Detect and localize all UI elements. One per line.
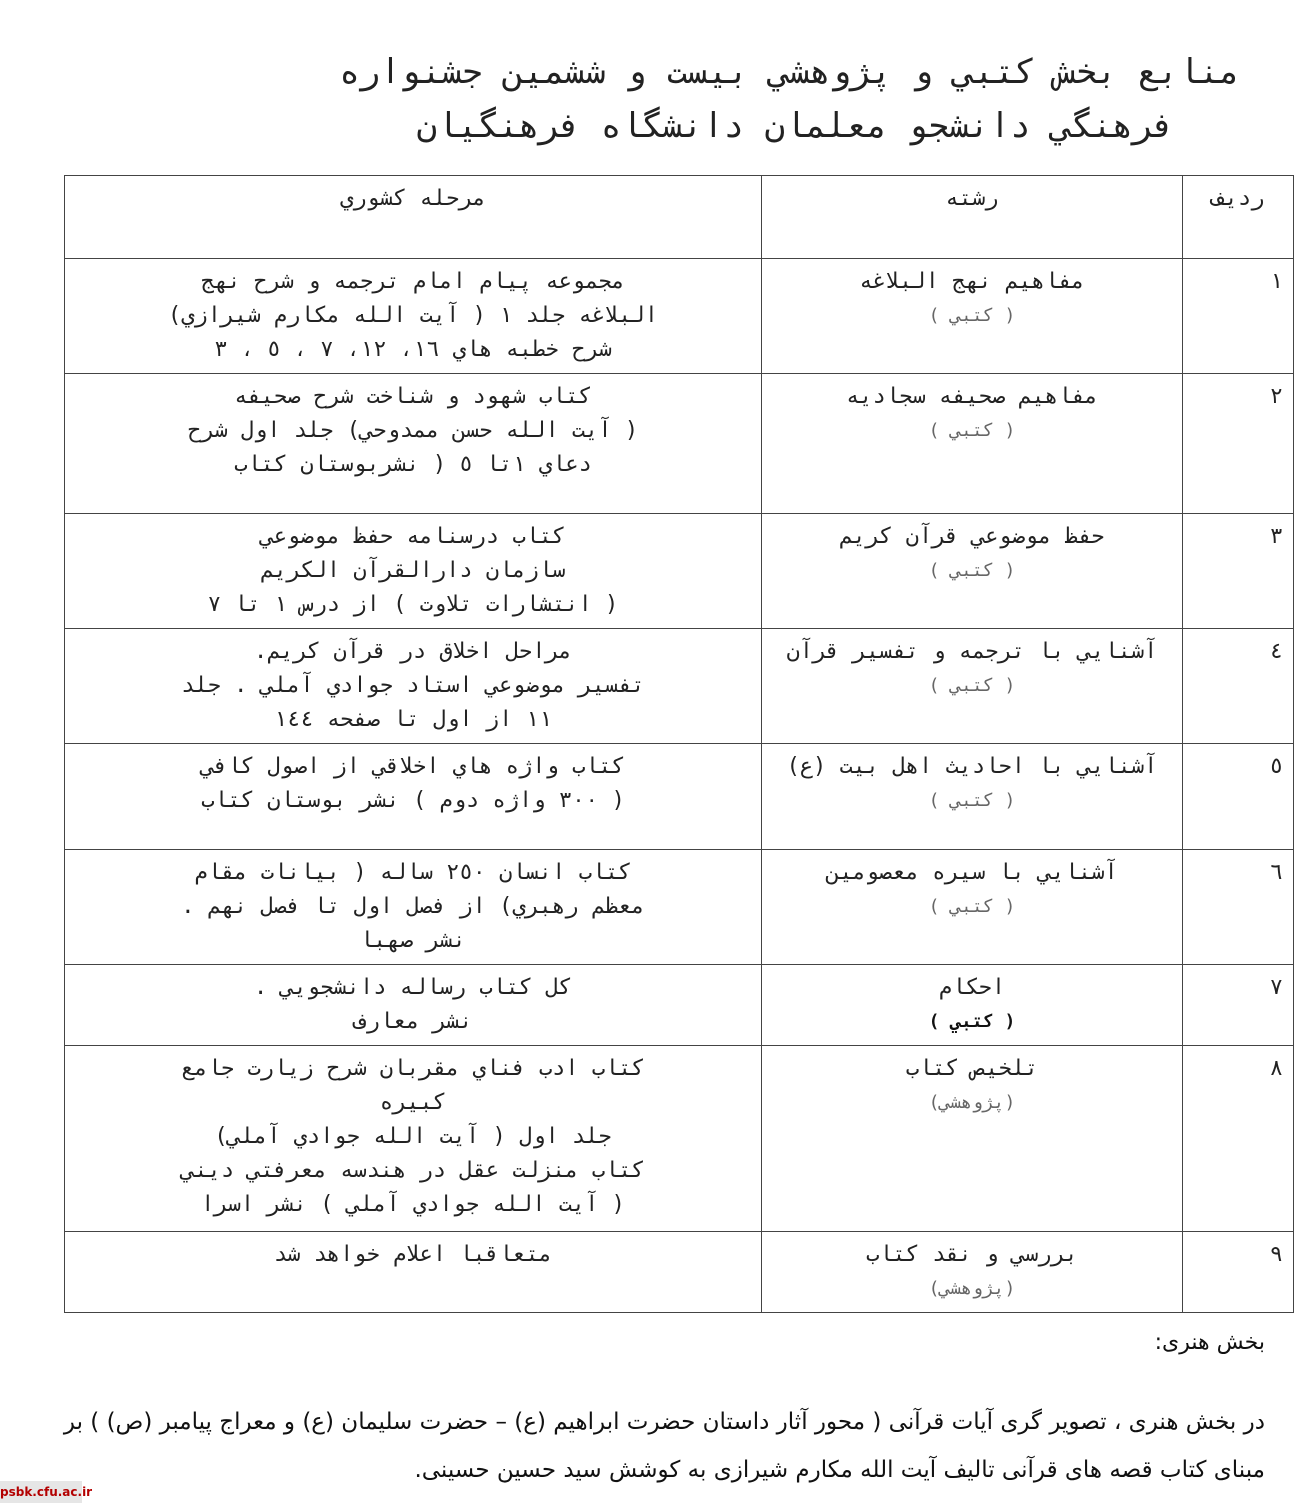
field-name: بررسي و نقد كتاب [866,1242,1078,1267]
source-line: ( آيت الله حسن ممدوحي) جلد اول شرح [187,418,639,443]
row-index: ٤ [1183,629,1294,744]
field-name: آشنايي با ترجمه و تفسير قرآن [786,639,1158,664]
source-line: شرح خطبه هاي ١٦، ١٢، ٧ ، ٥ ، ٣ [214,337,612,362]
source-line: مراحل اخلاق در قرآن كريم. [254,639,572,664]
source-line: ( انتشارات تلاوت ) از درس ١ تا ٧ [207,592,619,617]
field-name: احكام [938,975,1006,1000]
row-field [762,744,1183,850]
row-index: ٦ [1183,850,1294,965]
field-type: ( كتبي ) [928,675,1016,696]
row-field [762,965,1183,1046]
table-row [65,629,1294,744]
table-row [65,965,1294,1046]
row-source [65,1232,762,1313]
row-index: ١ [1183,259,1294,374]
row-source [65,965,762,1046]
row-field [762,514,1183,629]
row-field [762,1046,1183,1232]
table-row [65,374,1294,514]
source-line: معظم رهبري) از فصل اول تا فصل نهم . [181,894,645,919]
source-line: كتاب ادب فناي مقربان شرح زيارت جامع [181,1056,645,1081]
field-type: ( كتبي ) [928,560,1016,581]
source-line: سازمان دارالقرآن الكريم [260,558,566,583]
sources-table [64,175,1294,1313]
field-name: آشنايي با احاديث اهل بيت (ع) [786,754,1158,779]
field-type: ( كتبي ) [928,896,1016,917]
source-line: كبيره [379,1090,447,1115]
row-field [762,374,1183,514]
table-row [65,1232,1294,1313]
row-field [762,1232,1183,1313]
row-source [65,744,762,850]
field-type: ( كتبي ) [928,1011,1016,1032]
row-source [65,259,762,374]
row-field [762,850,1183,965]
row-index: ٥ [1183,744,1294,850]
source-line: نشر صهبا [360,928,466,953]
row-index: ٩ [1183,1232,1294,1313]
row-field [762,629,1183,744]
field-type: ( كتبي ) [928,420,1016,441]
field-name: مفاهيم نهج البلاغه [859,269,1085,294]
field-type: (پژوهشي) [928,1092,1016,1113]
field-type: ( كتبي ) [928,790,1016,811]
source-line: ( آيت الله جوادي آملي ) نشر اسرا [201,1192,625,1217]
site-badge: psbk.cfu.ac.ir [0,1481,82,1503]
source-line: جلد اول ( آيت الله جوادي آملي) [214,1124,612,1149]
row-source [65,629,762,744]
artistic-section-body: در بخش هنری ، تصویر گری آیات قرآنی ( محور آثار داستان حضرت ابراهیم (ع) – حضرت سلیمان (ع) و معراج پیامبر (ص) ) بر مبنای کتاب قصه های قرآنی تالیف آیت الله مکارم شیرازی به کوشش سید حسین حسینی. [63,1409,1265,1483]
source-line: كل كتاب رساله دانشجويي . [254,975,572,1000]
field-name: آشنايي با سيره معصومين [826,860,1118,885]
field-name: مفاهيم صحيفه سجاديه [846,384,1098,409]
table-row [65,259,1294,374]
document-title-line2: فرهنگي دانشجو معلمان دانشگاه فرهنگيان [416,106,1174,146]
source-line: نشر معارف [353,1009,473,1034]
table-row [65,850,1294,965]
header-index: رديف [1183,176,1294,259]
source-line: كتاب واژه هاي اخلاقي از اصول كافي [201,754,625,779]
source-line: كتاب منزلت عقل در هندسه معرفتي ديني [181,1158,645,1183]
source-line: متعاقبا اعلام خواهد شد [273,1242,553,1267]
source-line: كتاب درسنامه حفظ موضوعي [260,524,566,549]
table-row [65,514,1294,629]
source-line: البلاغه جلد ١ ( آيت الله مكارم شيرازي) [167,303,659,328]
source-line: دعاي ١تا ٥ ( نشربوستان كتاب [234,452,592,477]
source-line: كتاب انسان ٢٥٠ ساله ( بيانات مقام [194,860,632,885]
source-line: ١١ از اول تا صفحه ١٤٤ [273,707,553,732]
row-field [762,259,1183,374]
source-line: تفسير موضوعي استاد جوادي آملي . جلد [181,673,645,698]
source-line: مجموعه پيام امام ترجمه و شرح نهج [201,269,625,294]
row-index: ٨ [1183,1046,1294,1232]
row-index: ٧ [1183,965,1294,1046]
row-index: ٣ [1183,514,1294,629]
row-source [65,374,762,514]
field-name: حفظ موضوعي قرآن كريم [839,524,1105,549]
artistic-section-heading: بخش هنری: [1154,1330,1265,1355]
row-source [65,514,762,629]
table-header-row [65,176,1294,259]
field-name: تلخيص كتاب [905,1056,1039,1081]
source-line: كتاب شهود و شناخت شرح صحيفه [234,384,592,409]
header-field: رشته [762,176,1183,259]
row-source [65,850,762,965]
source-line: ( ٣٠٠ واژه دوم ) نشر بوستان كتاب [201,788,625,813]
document-title-line1: منابع بخش كتبي و پژوهشي بيست و ششمين جشنواره [339,52,1240,92]
header-source: مرحله كشوري [65,176,762,259]
table-row [65,744,1294,850]
table-row [65,1046,1294,1232]
row-source [65,1046,762,1232]
field-type: ( كتبي ) [928,305,1016,326]
field-type: (پژوهشي) [928,1278,1016,1299]
row-index: ٢ [1183,374,1294,514]
